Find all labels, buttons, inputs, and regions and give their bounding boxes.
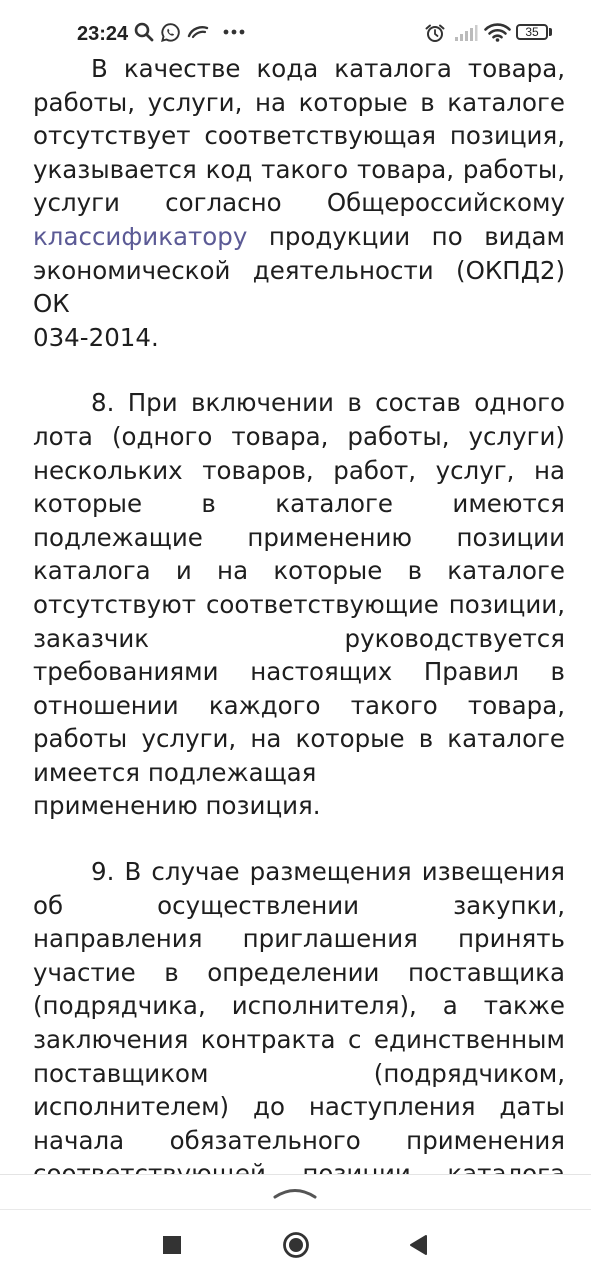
- paragraph-prev-text: работы, услуги, на которые в каталоге отсутствует соответствующая позиция, указывается код такого товара, работы, услуги согласно Общероссийскому: [33, 87, 565, 218]
- cell-signal-icon: [454, 24, 478, 42]
- classifier-link[interactable]: классификатору: [33, 221, 248, 251]
- chevron-up-icon[interactable]: [272, 1182, 318, 1200]
- paragraph-8-last-line: применению позиция.: [33, 791, 321, 821]
- back-icon[interactable]: [408, 1234, 428, 1256]
- document-body: [33, 52, 565, 1280]
- paragraph-9-text: 9. В случае размещения извещения об осуществлении закупки, направления приглашения принять участие в определении поставщика (подрядчика, исполнителя), а также заключения контракта с единственным поставщиком (подрядчиком, исполнителем) до наступления даты начала обязательного применения: [33, 857, 565, 1155]
- paragraph-prev-last-line: 034-2014.: [33, 322, 159, 352]
- alarm-icon: [424, 23, 446, 43]
- paragraph-prev: [33, 52, 565, 354]
- paragraph-prev-text-b: продукции по видам экономической деятельности (ОКПД2) ОК: [33, 221, 565, 319]
- paragraph-prev-first-line: В качестве кода каталога товара,: [91, 54, 565, 83]
- recent-apps-icon[interactable]: [163, 1236, 181, 1254]
- swirl-app-icon: [187, 24, 209, 40]
- home-icon[interactable]: [282, 1231, 310, 1259]
- battery-nub: [549, 28, 552, 36]
- paragraph-8: [33, 386, 565, 823]
- whatsapp-icon: [160, 22, 181, 43]
- search-icon: [134, 22, 154, 42]
- status-time: 23:24: [77, 23, 129, 45]
- battery-level: 35: [525, 25, 539, 39]
- more-dots-icon: [223, 29, 245, 35]
- battery-icon: [516, 24, 548, 40]
- paragraph-8-text: 8. При включении в состав одного лота (одного товара, работы, услуги) нескольких товаров, работ, услуг, на которые в каталоге имеются подлежащие применению позиции каталога и на которые в каталоге отсутствуют соответствующие позиции, заказчик руководствуется требованиями настоящих Правил в отношении каждого такого товара, работы услуги, на которые в каталоге имеется подлежащая: [33, 388, 565, 787]
- wifi-icon: [484, 23, 511, 42]
